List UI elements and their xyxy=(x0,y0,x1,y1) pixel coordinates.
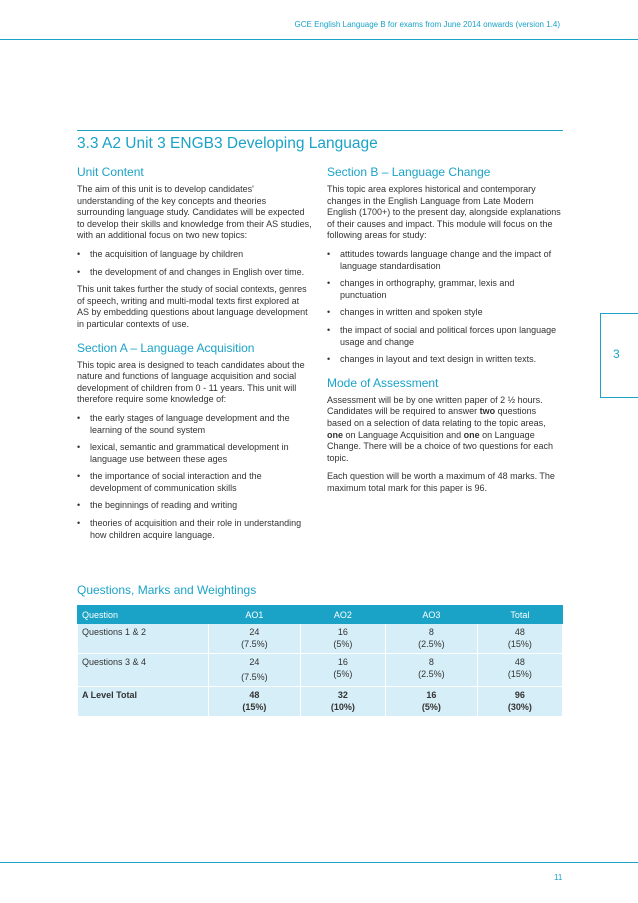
cell-value: 16 xyxy=(426,690,437,700)
table-cell xyxy=(209,624,301,654)
table-row xyxy=(78,624,563,654)
list-item: • the acquisition of language by children xyxy=(77,249,313,261)
left-column xyxy=(77,165,313,547)
assessment-heading: Mode of Assessment xyxy=(327,375,439,390)
unit-content-intro: The aim of this unit is to develop candidates' understanding of the key concepts and theories surrounding language study. Candidates will be expected to develop their skills and knowledge from their AS studies, with an additional focus on two new topics: xyxy=(77,184,312,241)
cell-value: 8 xyxy=(428,657,434,667)
table-cell xyxy=(477,687,562,717)
assessment-emphasis: two xyxy=(479,406,496,417)
row-label: A Level Total xyxy=(78,687,209,717)
header-ao2: AO2 xyxy=(300,606,385,624)
table-cell xyxy=(209,654,301,687)
assessment-text: on Language Change. There will be a choice of two questions for each topic. xyxy=(327,429,553,463)
assessment-emphasis: one xyxy=(463,429,480,440)
cell-value: 24 xyxy=(249,657,260,667)
list-item: • changes in layout and text design in written texts. xyxy=(327,354,563,366)
section-a-list xyxy=(77,413,313,541)
assessment-text: questions based on a selection of data relating to the topic areas, xyxy=(327,406,546,428)
assessment-text: Assessment will be by one written paper of 2 ½ hours. Candidates will be required to answer xyxy=(327,394,543,417)
list-item: • theories of acquisition and their role in understanding how children acquire language. xyxy=(77,518,313,541)
header-question: Question xyxy=(78,606,209,624)
side-tab-number: 3 xyxy=(613,347,620,361)
cell-value: 8 xyxy=(428,627,434,637)
assessment-marks: Each question will be worth a maximum of 48 marks. The maximum total mark for this paper is 96. xyxy=(327,471,555,493)
list-item: • attitudes towards language change and the impact of language standardisation xyxy=(327,249,563,272)
list-item: • the development of and changes in English over time. xyxy=(77,267,313,279)
cell-percent: (2.5%) xyxy=(418,668,445,679)
cell-percent: (7.5%) xyxy=(241,671,268,682)
list-item: • the beginnings of reading and writing xyxy=(77,500,313,512)
cell-percent: (15%) xyxy=(242,701,267,712)
cell-percent: (10%) xyxy=(330,701,355,712)
cell-value: 16 xyxy=(337,657,348,667)
unit-content-outro: This unit takes further the study of social contexts, genres of speech, writing and multi-modal texts first explored at AS by embedding questions about language development in particular contexts of use. xyxy=(77,284,308,329)
right-column xyxy=(327,165,563,501)
cell-value: 48 xyxy=(249,690,260,700)
cell-percent: (5%) xyxy=(333,668,353,679)
cell-percent: (30%) xyxy=(507,701,532,712)
section-a-heading: Section A – Language Acquisition xyxy=(77,340,255,355)
table-cell xyxy=(477,654,562,687)
unit-content-list xyxy=(77,249,313,278)
title-rule xyxy=(77,130,563,131)
cell-percent: (5%) xyxy=(333,638,353,649)
cell-value: 96 xyxy=(514,690,525,700)
table-cell xyxy=(385,624,477,654)
section-b-list xyxy=(327,249,563,366)
running-header: GCE English Language B for exams from June 2014 onwards (version 1.4) xyxy=(294,20,560,29)
unit-content-heading: Unit Content xyxy=(77,165,144,179)
assessment-emphasis: one xyxy=(327,429,344,440)
list-item: • the impact of social and political forces upon language usage and change xyxy=(327,325,563,348)
assessment-paragraph xyxy=(327,395,563,465)
cell-value: 32 xyxy=(337,690,348,700)
assessment-text: on Language Acquisition and xyxy=(343,429,464,440)
header-rule xyxy=(0,39,638,40)
table-cell xyxy=(385,654,477,687)
cell-percent: (15%) xyxy=(507,668,532,679)
header-total: Total xyxy=(477,606,562,624)
footer-rule xyxy=(0,862,638,863)
section-side-tab xyxy=(600,313,638,398)
list-item: • the early stages of language development and the learning of the sound system xyxy=(77,413,313,436)
header-ao1: AO1 xyxy=(209,606,301,624)
list-item: • the importance of social interaction and the development of communication skills xyxy=(77,471,313,494)
table-row-total xyxy=(78,687,563,717)
list-item: • lexical, semantic and grammatical development in language use between these ages xyxy=(77,442,313,465)
cell-value: 48 xyxy=(514,627,525,637)
table-title: Questions, Marks and Weightings xyxy=(77,583,257,597)
table-cell xyxy=(385,687,477,717)
table-header-row xyxy=(78,606,563,624)
section-b-heading: Section B – Language Change xyxy=(327,165,491,179)
cell-percent: (7.5%) xyxy=(241,638,268,649)
table-cell xyxy=(300,624,385,654)
table-cell xyxy=(209,687,301,717)
table-row xyxy=(78,654,563,687)
section-b-intro: This topic area explores historical and contemporary changes in the English Language from Late Modern English (1700+) to the present day, alongside explanations of their causes and impact. This module will focus on the following areas for study: xyxy=(327,184,561,241)
table-cell xyxy=(300,654,385,687)
list-item: • changes in orthography, grammar, lexis and punctuation xyxy=(327,278,563,301)
row-label: Questions 1 & 2 xyxy=(78,624,209,654)
row-label: Questions 3 & 4 xyxy=(78,654,209,687)
cell-percent: (15%) xyxy=(507,638,532,649)
header-ao3: AO3 xyxy=(385,606,477,624)
cell-value: 16 xyxy=(337,627,348,637)
cell-value: 48 xyxy=(514,657,525,667)
table-cell xyxy=(300,687,385,717)
cell-value: 24 xyxy=(249,627,260,637)
page-number: 11 xyxy=(554,873,563,882)
section-a-intro: This topic area is designed to teach candidates about the nature and functions of language acquisition and social development of children from 0 - 11 years. This unit will therefore require some knowledge of: xyxy=(77,359,305,405)
cell-percent: (2.5%) xyxy=(418,638,445,649)
list-item: • changes in written and spoken style xyxy=(327,307,563,319)
marks-table xyxy=(77,605,563,717)
cell-percent: (5%) xyxy=(421,701,441,712)
section-title: 3.3 A2 Unit 3 ENGB3 Developing Language xyxy=(77,135,378,152)
table-cell xyxy=(477,624,562,654)
